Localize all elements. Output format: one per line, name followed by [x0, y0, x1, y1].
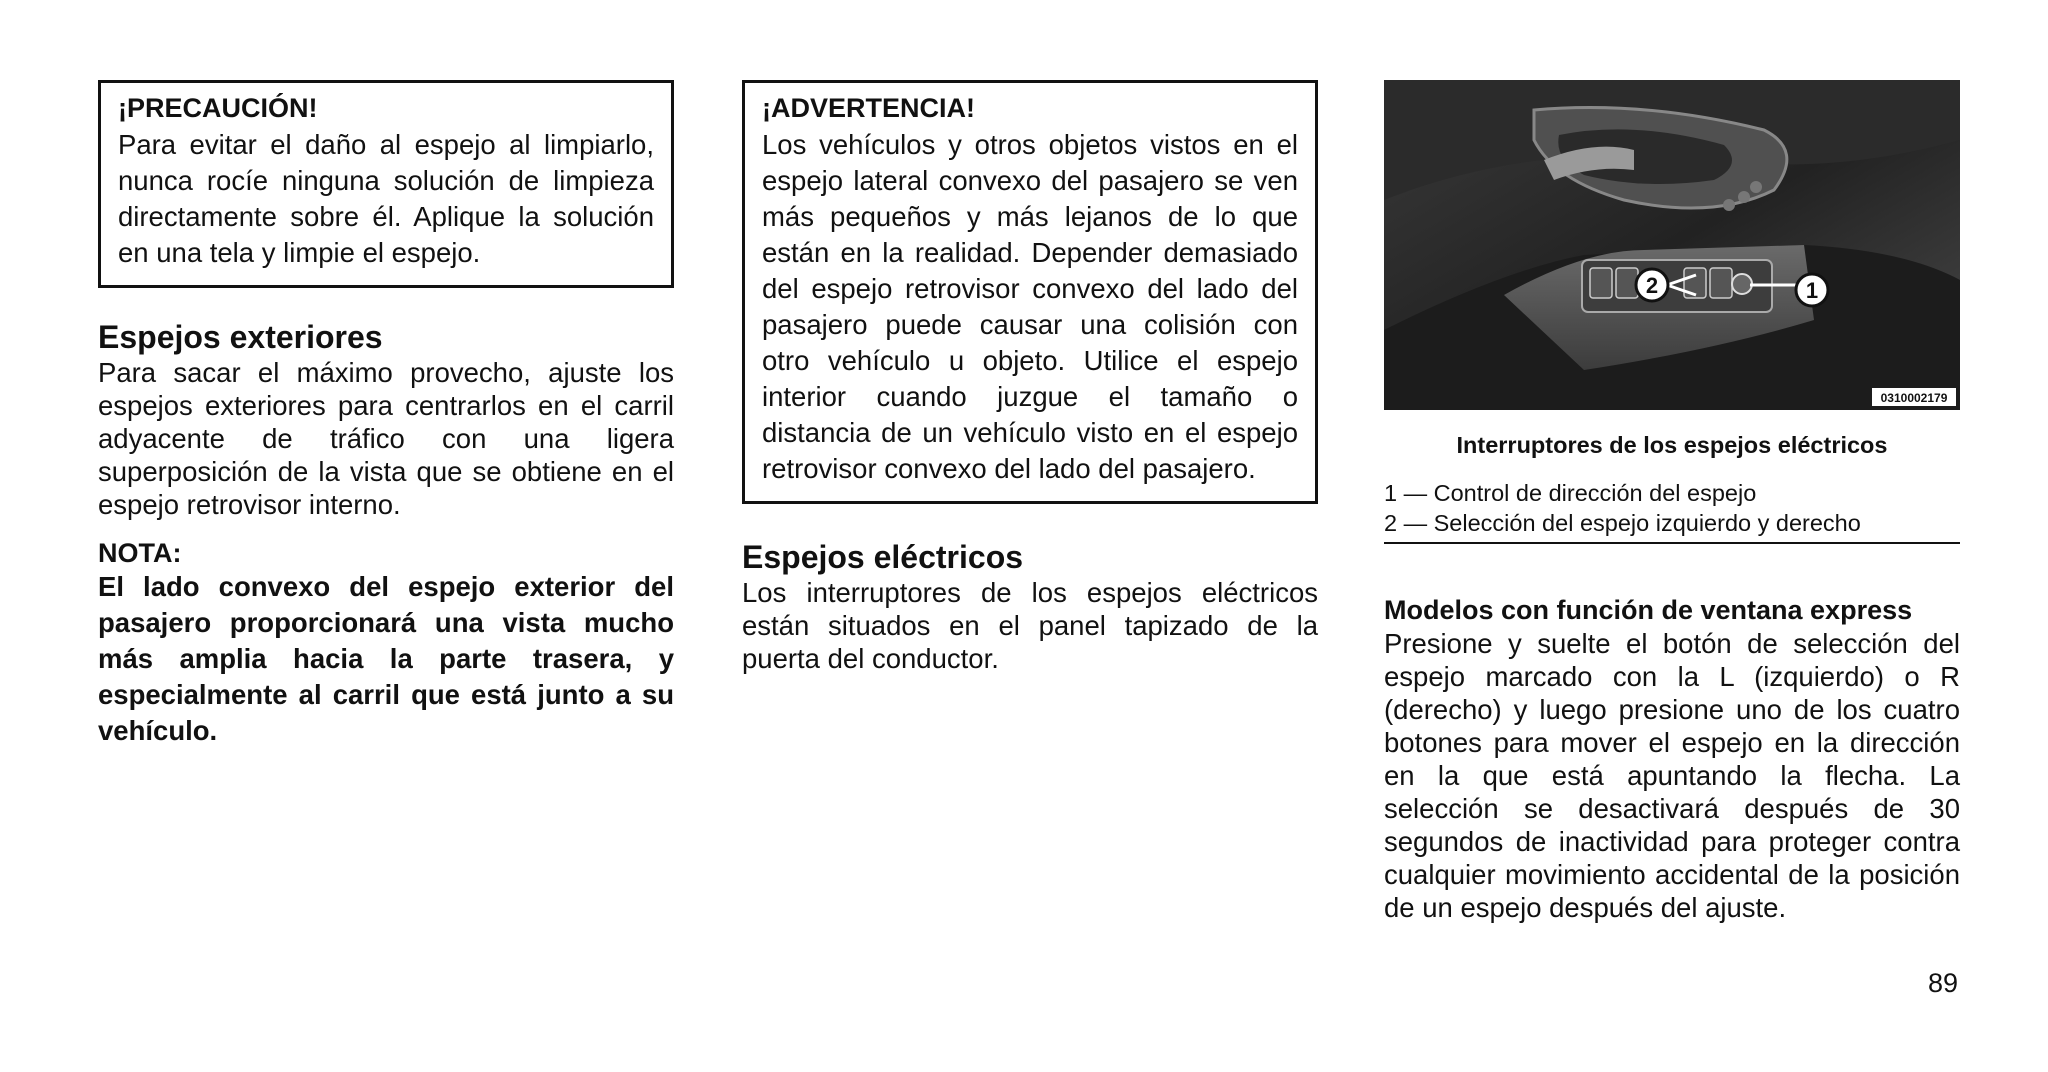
note-title: NOTA:: [98, 538, 182, 568]
electric-mirrors-body: Los interruptores de los espejos eléctricos están situados en el panel tapizado de la puerta del conductor.: [742, 577, 1318, 674]
express-heading: Modelos con función de ventana express: [1384, 595, 1913, 625]
electric-mirrors-heading: Espejos eléctricos: [742, 539, 1024, 575]
svg-text:1: 1: [1805, 278, 1819, 303]
legend-item: 2 — Selección del espejo izquierdo y derecho: [1384, 510, 1861, 536]
callout-2: [1636, 269, 1668, 301]
figure-code: 0310002179: [1880, 391, 1948, 405]
legend-item: 1 — Control de dirección del espejo: [1384, 480, 1757, 506]
door-switch-photo: [1384, 80, 1960, 410]
caution-title: ¡PRECAUCIÓN!: [118, 93, 318, 123]
caution-box: [98, 80, 674, 288]
figure-legend: [1384, 478, 1960, 544]
note-body: El lado convexo del espejo exterior del pasajero proporcionará una vista mucho más amplia hacia la parte trasera, y especialmente al carril que está junto a su vehículo.: [98, 571, 674, 746]
left-column: [98, 80, 674, 749]
page-number: 89: [1928, 968, 1959, 998]
express-body: Presione y suelte el botón de selección del espejo marcado con la L (izquierdo) o R (derecho) y luego presione uno de los cuatro botones para mover el espejo en la dirección en la que está apuntando la flecha. La selección se desactivará después de 30 segundos de inactividad para proteger contra cualquier movimiento accidental de la posición de un espejo después del ajuste.: [1384, 628, 1960, 923]
warning-box: [742, 80, 1318, 504]
middle-column: [742, 80, 1318, 675]
right-column: [1384, 80, 1960, 924]
exterior-mirrors-body: Para sacar el máximo provecho, ajuste los espejos exteriores para centrarlos en el carril adyacente de tráfico con una ligera superposición de la vista que se obtiene en el espejo retrovisor interno.: [98, 357, 674, 520]
warning-title: ¡ADVERTENCIA!: [762, 93, 975, 123]
callout-1: [1796, 274, 1828, 306]
svg-text:2: 2: [1645, 273, 1659, 298]
warning-body: Los vehículos y otros objetos vistos en el espejo lateral convexo del pasajero se ven más pequeños y más lejanos de lo que están en la realidad. Depender demasiado del espejo retrovisor convexo del lado del pasajero puede causar una colisión con otro vehículo u objeto. Utilice el espejo interior cuando juzgue el tamaño o distancia de un vehículo visto en el espejo retrovisor convexo del lado del pasajero.: [762, 129, 1298, 484]
figure-caption: Interruptores de los espejos eléctricos: [1456, 432, 1888, 458]
exterior-mirrors-heading: Espejos exteriores: [98, 319, 383, 355]
caution-body: Para evitar el daño al espejo al limpiarlo, nunca rocíe ninguna solución de limpieza directamente sobre él. Aplique la solución en una tela y limpie el espejo.: [118, 129, 654, 268]
